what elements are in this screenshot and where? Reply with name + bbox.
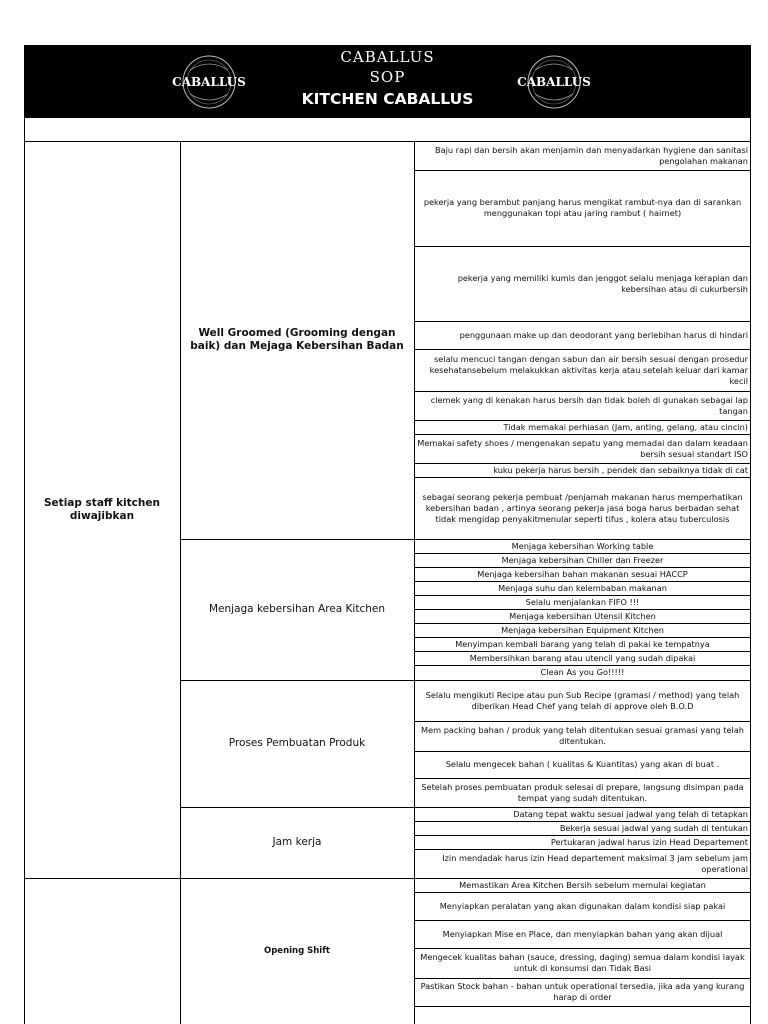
area-item: Menjaga kebersihan Working table [511, 540, 654, 551]
area-section-label: Menjaga kebersihan Area Kitchen [208, 603, 385, 615]
document-subtitle: SOP [369, 68, 406, 86]
area-item: Clean As you Go!!!!! [540, 667, 625, 677]
jam-kerja-section-label: Jam kerja [272, 836, 322, 848]
area-item: Selalu menjalankan FIFO !!! [525, 596, 640, 607]
area-item: Membersihkan barang atau utencil yang sudah dipakai [469, 652, 696, 663]
caballus-logo-right [515, 52, 593, 112]
opening-item: Menyiapkan peralatan yang akan digunakan dalam kondisi siap pakai [439, 900, 726, 911]
area-item: Menyimpan kembali barang yang telah di pakai ke tempatnya [455, 638, 710, 649]
opening-item: Pastikan Stock bahan - bahan untuk operational tersedia, jika ada yang kurang harap di order [420, 981, 745, 1002]
caballus-logo-left [170, 52, 248, 112]
grooming-item: pekerja yang memiliki kumis dan jenggot selalu menjaga kerapian dan kebersihan atau di cukurbersih [457, 272, 748, 294]
area-item: Menjaga kebersihan Chiller dan Freezer [501, 554, 664, 565]
opening-item: Menyiapkan Mise en Place, dan menyiapkan bahan yang akan dijual [442, 928, 723, 939]
grooming-section-label: Well Groomed (Grooming dengan baik) dan Mejaga Kebersihan Badan [190, 327, 404, 352]
staff-requirement-label: Setiap staff kitchen diwajibkan [44, 496, 160, 522]
opening-item: Mengecek kualitas bahan (sauce, dressing, daging) semua dalam kondisi layak untuk di konsumsi dan Tidak Basi [420, 952, 745, 973]
grooming-item: Baju rapi dan bersih akan menjamin dan menyadarkan hygiene dan sanitasi pengolahan makanan [434, 144, 748, 166]
svg-text:CABALLUS: CABALLUS [172, 75, 246, 89]
brand-name: CABALLUS [340, 48, 435, 66]
grooming-item: sebagai seorang pekerja pembuat /penjamah makanan harus memperhatikan kebersihan badan , artinya seorang pekerja jasa boga harus berbadan sehat tidak mengidap penyakitmenular seperti tifus , kolera atau tuberculosis [422, 491, 743, 524]
grooming-item: selalu mencuci tangan dengan sabun dan air bersih sesuai dengan prosedur kesehatansebelum melakukkan aktivitas kerja atau setelah keluar dari kamar kecil [429, 353, 748, 386]
produk-item: Mem packing bahan / produk yang telah ditentukan sesuai gramasi yang telah ditentukan. [421, 725, 744, 746]
grooming-item: penggunaan make up dan deodorant yang berlebihan harus di hindari [459, 329, 748, 340]
grooming-item: clemek yang di kenakan harus bersih dan tidak boleh di gunakan sebagai lap tangan [430, 394, 748, 416]
grooming-item: Tidak memakai perhiasan (Jam, anting, gelang, atau cincin) [503, 421, 748, 432]
area-item: Menjaga kebersihan bahan makanan sesuai HACCP [477, 568, 688, 579]
grooming-item: kuku pekerja harus bersih , pendek dan sebaiknya tidak di cat [493, 464, 748, 475]
area-item: Menjaga kebersihan Equipment Kitchen [501, 624, 664, 635]
opening-item: Memastikan Area Kitchen Bersih sebelum memulai kegiatan [459, 879, 706, 890]
grooming-item: pekerja yang berambut panjang harus mengikat rambut-nya dan di sarankan menggunakan topi atau jaring rambut ( hairnet) [423, 197, 742, 218]
jam-item: Izin mendadak harus izin Head departement maksimal 3 jam sebelum jam operational [442, 852, 748, 874]
opening-shift-section-label: Opening Shift [264, 946, 330, 956]
svg-text:CABALLUS: CABALLUS [517, 75, 591, 89]
area-item: Menjaga kebersihan Utensil Kitchen [509, 610, 656, 621]
grooming-item: Memakai safety shoes / mengenakan sepatu yang memadai dan dalam keadaan bersih sesuai standart ISO [417, 437, 748, 459]
document-title: KITCHEN CABALLUS [301, 90, 474, 108]
produk-item: Selalu mengikuti Recipe atau pun Sub Recipe (gramasi / method) yang telah diberikan Head Chef yang telah di approve oleh B.O.D [425, 689, 740, 711]
area-item: Menjaga suhu dan kelembaban makanan [498, 582, 667, 593]
document-header [24, 45, 751, 117]
jam-item: Datang tepat waktu sesuai jadwal yang telah di tetapkan [513, 808, 748, 819]
produk-item: Selalu mengecek bahan ( kualitas & Kuantitas) yang akan di buat . [445, 759, 720, 769]
produk-item: Setelah proses pembuatan produk selesai di prepare, langsung disimpan pada tempat yang sudah ditentukan. [421, 781, 744, 803]
jam-item: Pertukaran jadwal harus izin Head Departement [550, 836, 748, 847]
jam-item: Bekerja sesuai jadwal yang sudah di tentukan [559, 822, 748, 833]
produk-section-label: Proses Pembuatan Produk [228, 737, 366, 749]
